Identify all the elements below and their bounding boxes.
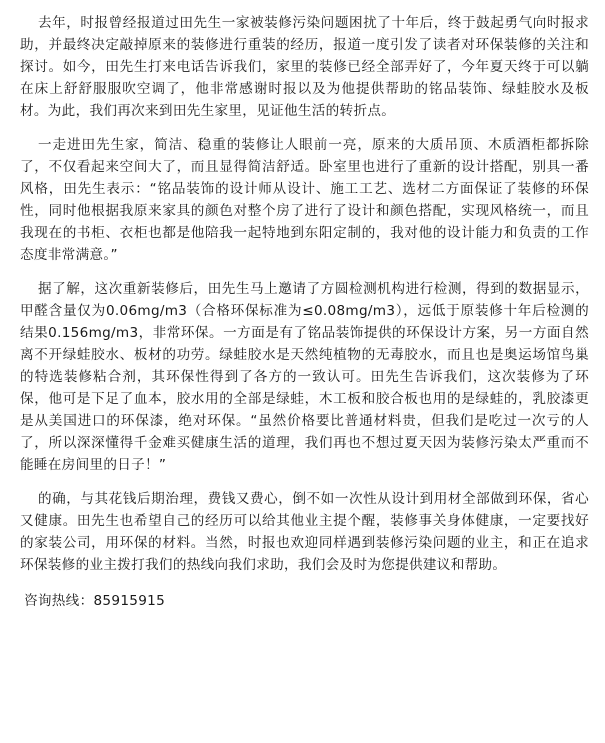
article-paragraph-2: 一走进田先生家，简洁、稳重的装修让人眼前一亮，原来的大质吊顶、木质酒柜都拆除了，不仅看起来空间大了，而且显得简洁舒适。卧室里也进行了重新的设计搭配，别具一番风格，田先生表示：“铭品装饰的设计师从设计、施工工艺、选材二方面保证了装修的环保性，同时他根据我原来家具的颜色对整个房了进行了设计和颜色搭配，实现风格统一，而且我现在的书柜、衣柜也都是他陪我一起特地到东阳定制的，我对他的设计能力和负责的工作态度非常满意。”	[20, 137, 589, 263]
article-paragraph-4: 的确，与其花钱后期治理，费钱又费心，倒不如一次性从设计到用材全部做到环保，省心又健康。田先生也希望自己的经历可以给其他业主提个醒，装修事关身体健康，一定要找好的家装公司，用环保的材料。当然，时报也欢迎同样遇到装修污染问题的业主，和正在追求环保装修的业主拨打我们的热线向我们求助，我们会及时为您提供建议和帮助。	[20, 491, 589, 573]
article-paragraph-3: 据了解，这次重新装修后，田先生马上邀请了方圆检测机构进行检测，得到的数据显示，甲醛含量仅为0.06mg/m3（合格环保标准为≤0.08mg/m3），远低于原装修十年后检测的结果0.156mg/m3，非常环保。一方面是有了铭品装饰提供的环保设计方案，另一方面自然离不开绿蛙胶水、板材的功劳。绿蛙胶水是天然纯植物的无毒胶水，而且也是奥运场馆鸟巢的特选装修粘合剂，其环保性得到了各方的一致认可。田先生告诉我们，这次装修为了环保，他可是下足了血本，胶水用的全部是绿蛙，木工板和胶合板也用的是绿蛙的，乳胶漆更是从美国进口的环保漆，绝对环保。“虽然价格要比普通材料贵，但我们是吃过一次亏的人了，所以深深懂得千金难买健康生活的道理，我们再也不想过夏天因为装修污染太严重而不能睡在房间里的日子！”	[20, 281, 589, 473]
hotline-text: 咨询热线：85915915	[24, 593, 166, 609]
article-paragraph-1: 去年，时报曾经报道过田先生一家被装修污染问题困扰了十年后，终于鼓起勇气向时报求助，并最终决定敲掉原来的装修进行重装的经历，报道一度引发了读者对环保装修的关注和探讨。如今，田先生打来电话告诉我们，家里的装修已经全部弄好了，今年夏天终于可以躺在床上舒舒服服吹空调了，他非常感谢时报以及为他提供帮助的铭品装饰、绿蛙胶水及板材。为此，我们再次来到田先生家里，见证他生活的转折点。	[20, 15, 589, 119]
